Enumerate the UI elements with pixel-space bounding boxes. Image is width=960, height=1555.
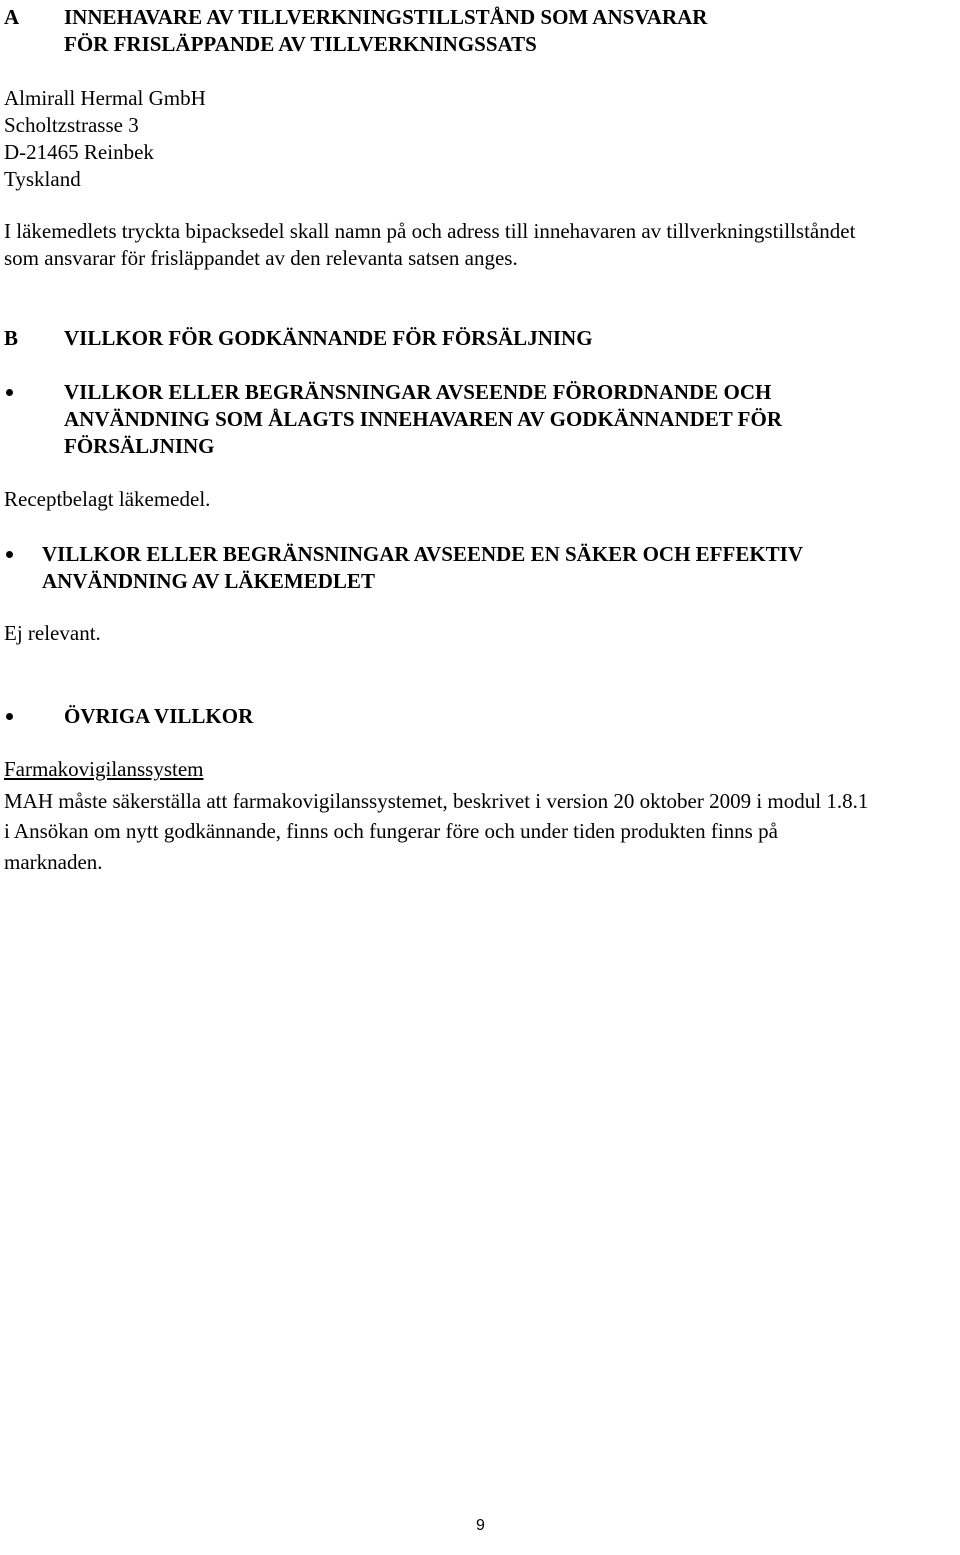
- bullet-icon: [6, 389, 13, 396]
- address-line: Scholtzstrasse 3: [4, 113, 139, 137]
- section-a-letter: A: [4, 5, 20, 29]
- item-1-heading-line-1: VILLKOR ELLER BEGRÄNSNINGAR AVSEENDE FÖRORDNANDE OCH: [64, 380, 772, 404]
- item-3-heading: ÖVRIGA VILLKOR: [64, 704, 254, 728]
- section-a-heading-line-1: INNEHAVARE AV TILLVERKNINGSTILLSTÅND SOM ANSVARAR: [64, 5, 708, 29]
- item-3-subheading: Farmakovigilanssystem: [4, 757, 204, 781]
- item-3-text-line-3: marknaden.: [4, 850, 103, 874]
- section-a-paragraph-line-2: som ansvarar för frisläppandet av den relevanta satsen anges.: [4, 246, 518, 270]
- item-2-text: Ej relevant.: [4, 621, 101, 645]
- bullet-icon: [6, 551, 13, 558]
- page-number: 9: [476, 1517, 485, 1534]
- item-2-heading-line-2: ANVÄNDNING AV LÄKEMEDLET: [42, 569, 375, 593]
- bullet-icon: [6, 713, 13, 720]
- item-1-heading-line-3: FÖRSÄLJNING: [64, 434, 215, 458]
- item-3-text-line-2: i Ansökan om nytt godkännande, finns och fungerar före och under tiden produkten finns på: [4, 819, 778, 843]
- section-a-heading-line-2: FÖR FRISLÄPPANDE AV TILLVERKNINGSSATS: [64, 32, 537, 56]
- item-3-text-line-1: MAH måste säkerställa att farmakovigilanssystemet, beskrivet i version 20 oktober 2009 i modul 1.8.1: [4, 789, 869, 813]
- section-a-paragraph-line-1: I läkemedlets tryckta bipacksedel skall namn på och adress till innehavaren av tillverkningstillståndet: [4, 219, 856, 243]
- item-2-heading-line-1: VILLKOR ELLER BEGRÄNSNINGAR AVSEENDE EN SÄKER OCH EFFEKTIV: [42, 542, 804, 566]
- item-1-text: Receptbelagt läkemedel.: [4, 487, 211, 511]
- address-line: D-21465 Reinbek: [4, 140, 154, 164]
- section-b-heading: VILLKOR FÖR GODKÄNNANDE FÖR FÖRSÄLJNING: [64, 326, 593, 350]
- address-line: Almirall Hermal GmbH: [4, 86, 206, 110]
- section-b-letter: B: [4, 326, 19, 350]
- item-1-heading-line-2: ANVÄNDNING SOM ÅLAGTS INNEHAVAREN AV GODKÄNNANDET FÖR: [64, 407, 782, 431]
- address-line: Tyskland: [4, 167, 81, 191]
